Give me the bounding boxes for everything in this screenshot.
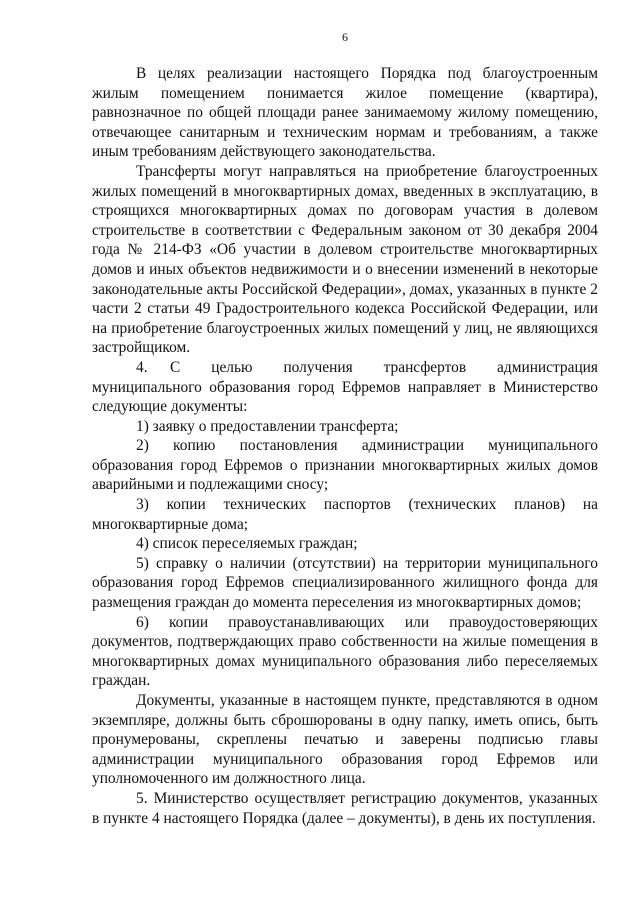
item-4-text: С целью получения трансфертов администрация муниципального образования город Ефремов направляет в Министерство следующие документы: [92, 358, 598, 416]
paragraph-documents-note: Документы, указанные в настоящем пункте, представляются в одном экземпляре, должны быть сброшюрованы в одну папку, иметь опись, быть пронумерованы, скреплены печатью и заверены подписью главы администрации муниципального образования город Ефремов или уполномоченного им должностного лица. [92, 692, 598, 788]
item-4-number: 4. [136, 358, 148, 376]
item-4 [92, 358, 598, 417]
list-item: 5) справку о наличии (отсутствии) на территории муниципального образования город Ефремов специализированного жилищного фонда для размещения граждан до момента переселения из многоквартирных домов; [92, 554, 598, 612]
list-item: 1) заявку о предоставлении трансферта; [136, 417, 399, 435]
paragraph-definition: В целях реализации настоящего Порядка под благоустроенным жилым помещением понимается жилое помещение (квартира), равнозначное по общей площади ранее занимаемому жилому помещению, отвечающее санитарным и техническим нормам и требованиям, а также иным требованиям действующего законодательства. [92, 65, 598, 161]
list-item: 2) копию постановления администрации муниципального образования город Ефремов о признании многоквартирных жилых домов аварийными и подлежащими сносу; [92, 437, 598, 494]
list-item: 4) список переселяемых граждан; [136, 535, 358, 553]
list-item: 6) копии правоустанавливающих или правоудостоверяющих документов, подтверждающих право собственности на жилые помещения в многоквартирных домах муниципального образования либо переселяемых граждан. [92, 613, 598, 690]
paragraph-transfers: Трансферты могут направляться на приобретение благоустроенных жилых помещений в многоквартирных домах, введенных в эксплуатацию, в строящихся многоквартирных домах по договорам участия в долевом строительстве в соответствии с Федеральным законом от 30 декабря 2004 года № 214-ФЗ «Об участии в долевом строительстве многоквартирных домов и иных объектов недвижимости и о внесении изменений в некоторые законодательные акты Российской Федерации», домах, указанных в пункте 2 части 2 статьи 49 Градостроительного кодекса Российской Федерации, или на приобретение благоустроенных жилых помещений у лиц, не являющихся застройщиком. [92, 162, 598, 357]
item-5: 5. Министерство осуществляет регистрацию документов, указанных в пункте 4 настоящего Порядка (далее – документы), в день их поступления. [92, 789, 598, 827]
list-item: 3) копии технических паспортов (технических планов) на многоквартирные дома; [92, 496, 598, 533]
page-number: 6 [342, 30, 348, 44]
